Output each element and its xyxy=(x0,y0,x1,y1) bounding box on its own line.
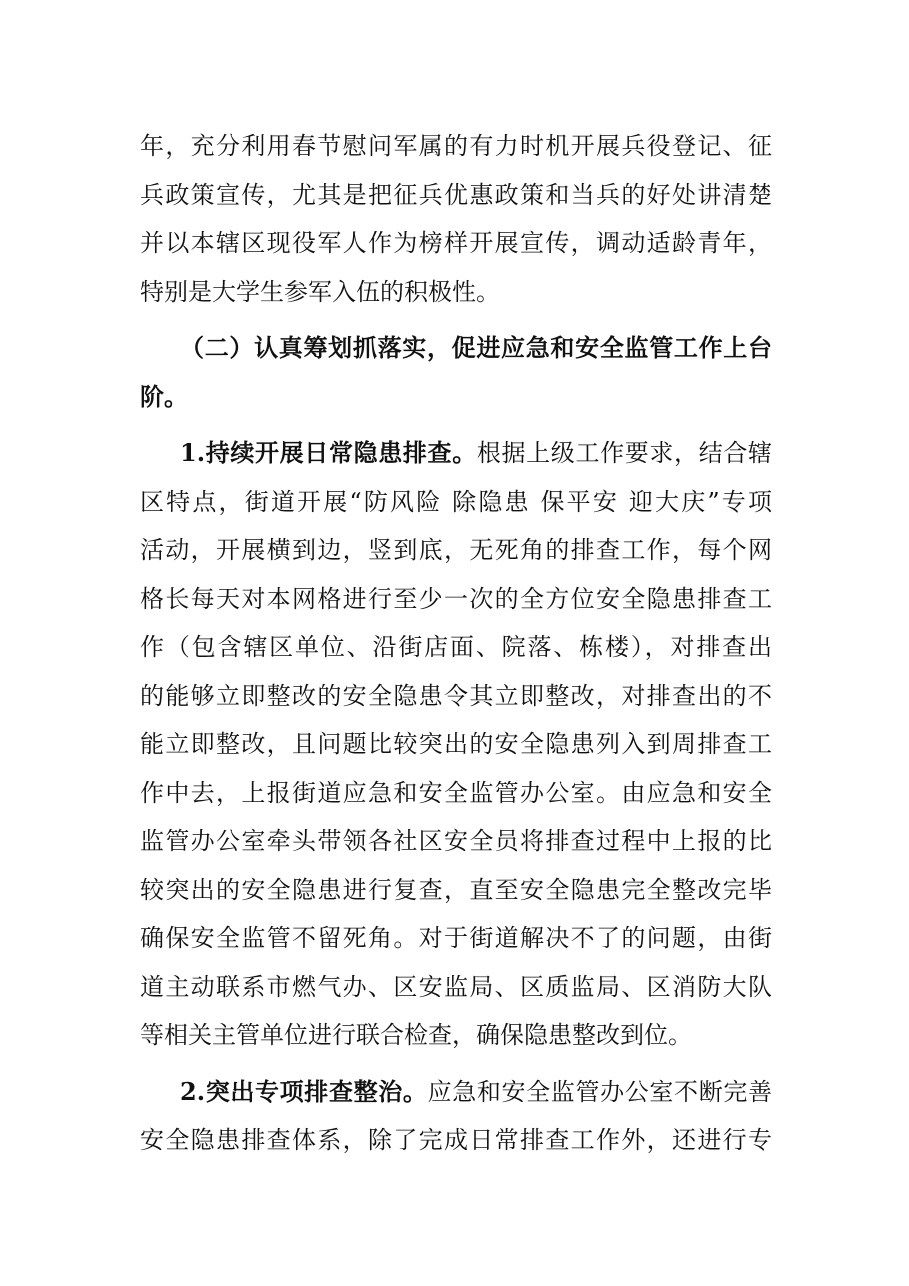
text-line: 的能够立即整改的安全隐患令其立即整改，对排查出的不 xyxy=(140,681,772,710)
heading-line: 阶。 xyxy=(140,381,188,411)
paragraph-daily-inspection xyxy=(140,429,772,1060)
paragraph-lead: 2.突出专项排查整治。 xyxy=(180,1076,428,1106)
text-line: 区特点，街道开展“防风险 除隐患 保平安 迎大庆”专项 xyxy=(140,487,772,516)
text-line: 较突出的安全隐患进行复查，直至安全隐患完全整改完毕 xyxy=(140,875,772,904)
text-line: 确保安全监管不留死角。对于街道解决不了的问题，由街 xyxy=(140,924,772,952)
text-line: 等相关主管单位进行联合检查，确保隐患整改到位。 xyxy=(140,1021,692,1049)
text-line: 道主动联系市燃气办、区安监局、区质监局、区消防大队 xyxy=(140,972,772,1001)
lead-rest: 应急和安全监管办公室不断完善 xyxy=(427,1077,772,1106)
paragraph-special-inspection xyxy=(140,1068,772,1165)
text-line: 安全隐患排查体系，除了完成日常排查工作外，还进行专 xyxy=(140,1126,772,1154)
text-line xyxy=(140,1068,772,1117)
paragraph-conscription xyxy=(140,122,772,316)
text-line: 作（包含辖区单位、沿街店面、院落、栋楼），对排查出 xyxy=(140,633,772,661)
text-line: 作中去，上报街道应急和安全监管办公室。由应急和安全 xyxy=(140,778,772,807)
section-heading xyxy=(140,324,772,421)
text-line: 能立即整改，且问题比较突出的安全隐患列入到周排查工 xyxy=(140,730,772,758)
document-body xyxy=(140,122,772,1165)
text-line: 监管办公室牵头带领各社区安全员将排查过程中上报的比 xyxy=(140,827,772,855)
text-line xyxy=(140,429,772,478)
text-line: 年，充分利用春节慰问军属的有力时机开展兵役登记、征 xyxy=(140,132,772,160)
paragraph-lead: 1.持续开展日常隐患排查。 xyxy=(180,438,477,467)
text-line: 并以本辖区现役军人作为榜样开展宣传，调动适龄青年， xyxy=(140,229,772,257)
heading-line: （二）认真筹划抓落实，促进应急和安全监管工作上台 xyxy=(180,333,772,362)
text-line: 格长每天对本网格进行至少一次的全方位安全隐患排查工 xyxy=(140,584,772,613)
text-line: 兵政策宣传，尤其是把征兵优惠政策和当兵的好处讲清楚 xyxy=(140,180,772,209)
lead-rest: 根据上级工作要求，结合辖 xyxy=(476,439,772,467)
text-line: 活动，开展横到边，竖到底，无死角的排查工作，每个网 xyxy=(140,536,772,564)
text-line: 特别是大学生参军入伍的积极性。 xyxy=(140,277,500,306)
